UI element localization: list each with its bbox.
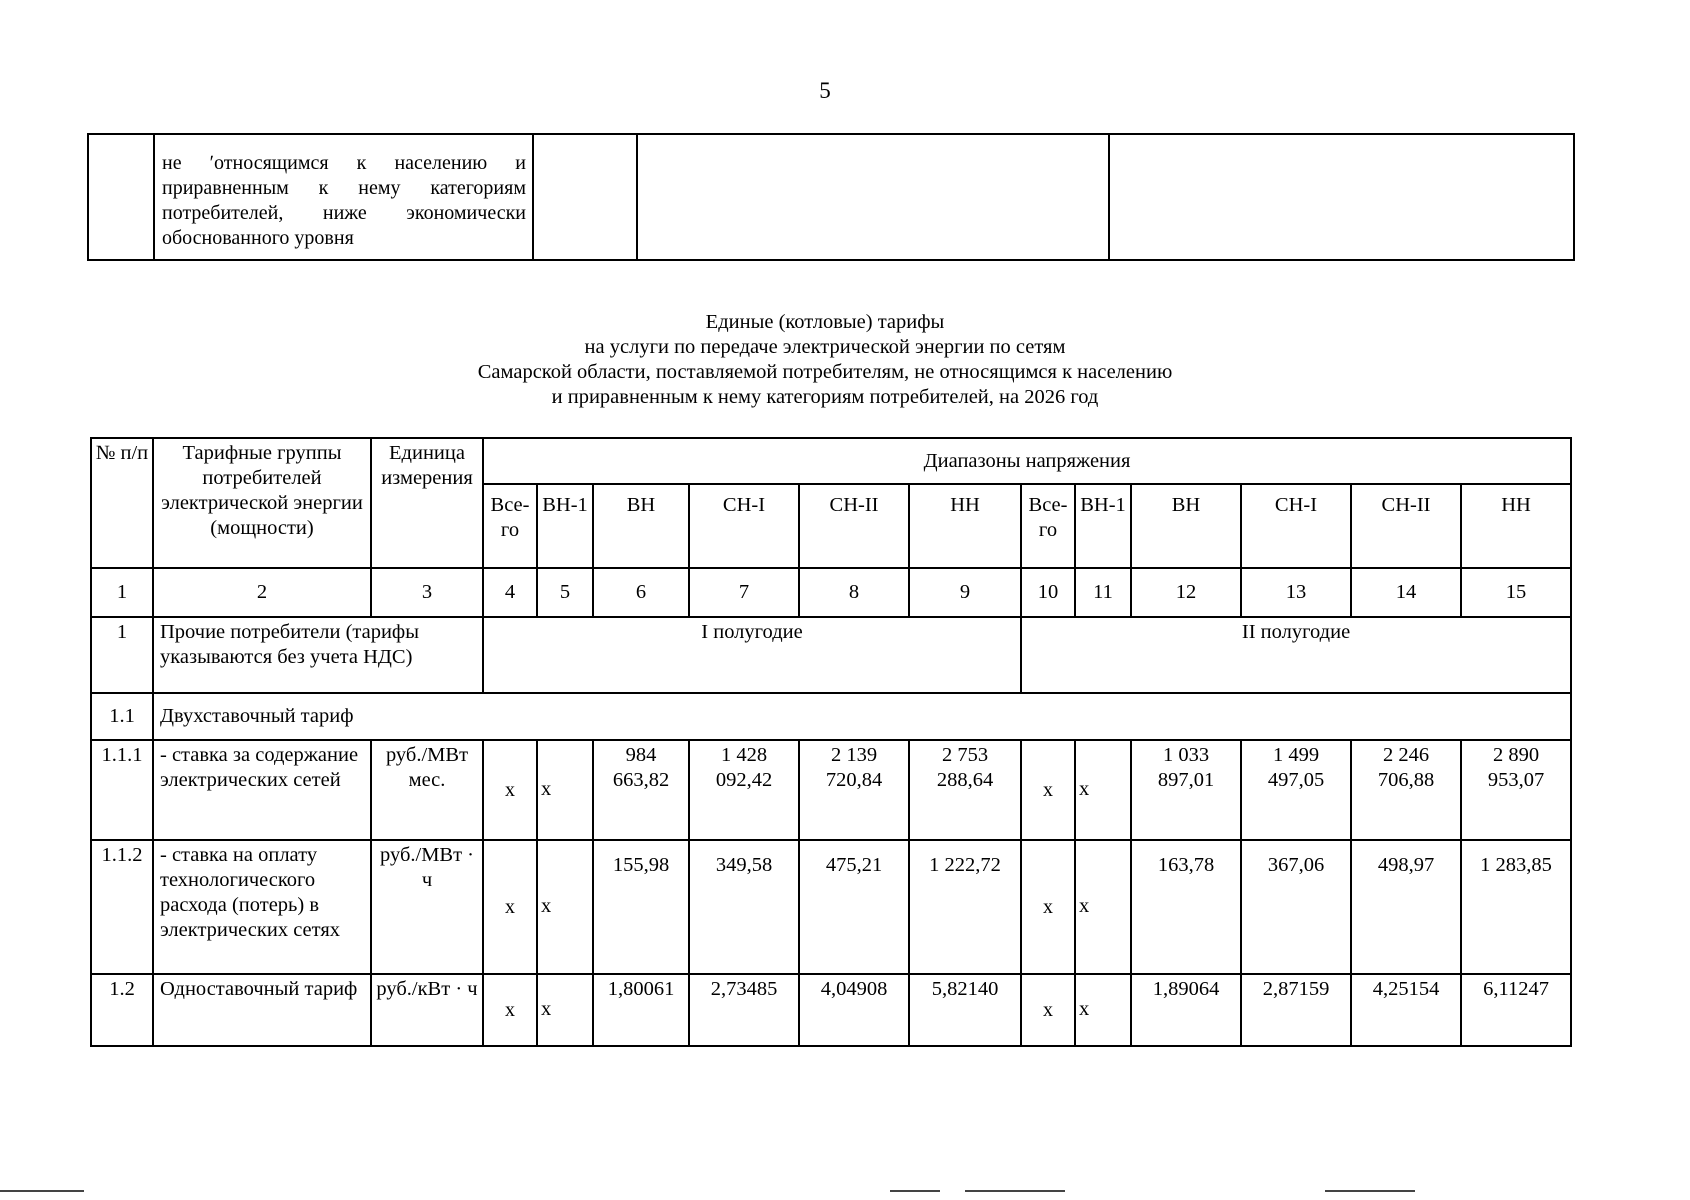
value-cell: 6,11247 [1461,974,1571,1046]
value-cell: х [1021,974,1075,1046]
value-cell: 349,58 [689,840,799,974]
subgroup-label: Двухставочный тариф [153,693,1571,740]
value-cell: 163,78 [1131,840,1241,974]
value-cell: х [483,840,537,974]
scan-mark [890,1190,940,1192]
value-cell: 2,73485 [689,974,799,1046]
table-row [91,840,1571,974]
value-cell: х [1021,840,1075,974]
value-cell: 2,87159 [1241,974,1351,1046]
index-cell: 11 [1075,568,1131,617]
page-number: 5 [819,78,831,103]
scan-mark [0,1190,84,1192]
header-sub-vn1-1: ВН-1 [537,484,593,568]
value-cell: 2 753 288,64 [909,740,1021,840]
header-sub-sn1-1: СН-I [689,484,799,568]
header-num: № п/п [91,438,153,568]
value-cell: х [1075,974,1131,1046]
row-unit: руб./кВт · ч [371,974,483,1046]
value-cell: 984 663,82 [593,740,689,840]
continuation-table [87,133,1575,261]
continuation-cell-half2 [1109,134,1574,260]
value-cell: 1,80061 [593,974,689,1046]
continuation-cell-num [88,134,154,260]
index-cell: 5 [537,568,593,617]
value-cell: 1 222,72 [909,840,1021,974]
value-cell: 1 499 497,05 [1241,740,1351,840]
index-cell: 13 [1241,568,1351,617]
index-cell: 3 [371,568,483,617]
value-cell: 1 033 897,01 [1131,740,1241,840]
row-label: - ставка на оплату технологического расхода (потерь) в электрических сетях [153,840,371,974]
row-label: Одноставочный тариф [153,974,371,1046]
value-cell: х [483,974,537,1046]
continuation-cell-half1 [637,134,1109,260]
index-cell: 2 [153,568,371,617]
title-line-2: на услуги по передаче электрической энергии по сетям [584,336,1066,358]
row-num: 1.1.2 [91,840,153,974]
value-cell: 2 139 720,84 [799,740,909,840]
title-line-4: и приравненным к нему категориям потребителей, на 2026 год [551,386,1099,408]
header-sub-total-2: Все-го [1021,484,1075,568]
value-cell: х [1075,840,1131,974]
header-row-1 [91,438,1571,484]
header-sub-vn1-2: ВН-1 [1075,484,1131,568]
table-row [91,974,1571,1046]
value-cell: 367,06 [1241,840,1351,974]
header-groups: Тарифные группы потребителей электрической энергии (мощности) [153,438,371,568]
header-unit: Единица измерения [371,438,483,568]
header-sub-nn-2: НН [1461,484,1571,568]
index-cell: 1 [91,568,153,617]
group-num: 1 [91,617,153,693]
value-cell: 4,25154 [1351,974,1461,1046]
value-cell: 1,89064 [1131,974,1241,1046]
title-line-1: Единые (котловые) тарифы [705,311,945,333]
header-sub-vn-1: ВН [593,484,689,568]
value-cell: х [1075,740,1131,840]
half-year-1-label: I полугодие [483,617,1021,693]
value-cell: 2 890 953,07 [1461,740,1571,840]
scan-mark [965,1190,1065,1192]
subgroup-num: 1.1 [91,693,153,740]
index-cell: 8 [799,568,909,617]
row-unit: руб./МВт мес. [371,740,483,840]
table-title [0,310,1650,410]
value-cell: 1 428 092,42 [689,740,799,840]
continuation-cell-unit [533,134,637,260]
scan-edge-marks [0,1190,1690,1194]
index-cell: 9 [909,568,1021,617]
value-cell: 475,21 [799,840,909,974]
title-line-3: Самарской области, поставляемой потребителям, не относящимся к населению [477,361,1173,383]
value-cell: 4,04908 [799,974,909,1046]
index-cell: 4 [483,568,537,617]
header-voltage-ranges: Диапазоны напряжения [483,438,1571,484]
index-cell: 6 [593,568,689,617]
row-num: 1.1.1 [91,740,153,840]
group-row [91,617,1571,693]
row-label: - ставка за содержание электрических сетей [153,740,371,840]
index-cell: 7 [689,568,799,617]
index-cell: 10 [1021,568,1075,617]
header-sub-total-1: Все-го [483,484,537,568]
half-year-2-label: II полугодие [1021,617,1571,693]
subgroup-row [91,693,1571,740]
header-sub-vn-2: ВН [1131,484,1241,568]
header-sub-sn2-2: СН-II [1351,484,1461,568]
tariff-table [90,437,1572,1047]
value-cell: х [537,840,593,974]
value-cell: х [537,974,593,1046]
value-cell: х [483,740,537,840]
row-unit: руб./МВт · ч [371,840,483,974]
scan-mark [1325,1190,1415,1192]
header-sub-nn-1: НН [909,484,1021,568]
header-sub-sn1-2: СН-I [1241,484,1351,568]
table-row [91,740,1571,840]
value-cell: 498,97 [1351,840,1461,974]
row-num: 1.2 [91,974,153,1046]
value-cell: 1 283,85 [1461,840,1571,974]
header-sub-sn2-1: СН-II [799,484,909,568]
value-cell: х [1021,740,1075,840]
index-cell: 15 [1461,568,1571,617]
index-row [91,568,1571,617]
index-cell: 12 [1131,568,1241,617]
continuation-text: не ʹотносящимся к населению и приравненным к нему категориям потребителей, ниже экономически обоснованного уровня [162,152,526,249]
value-cell: 155,98 [593,840,689,974]
value-cell: 5,82140 [909,974,1021,1046]
group-label: Прочие потребители (тарифы указываются без учета НДС) [153,617,483,693]
continuation-cell-text [154,134,533,260]
index-cell: 14 [1351,568,1461,617]
continuation-row [88,134,1574,260]
value-cell: х [537,740,593,840]
value-cell: 2 246 706,88 [1351,740,1461,840]
